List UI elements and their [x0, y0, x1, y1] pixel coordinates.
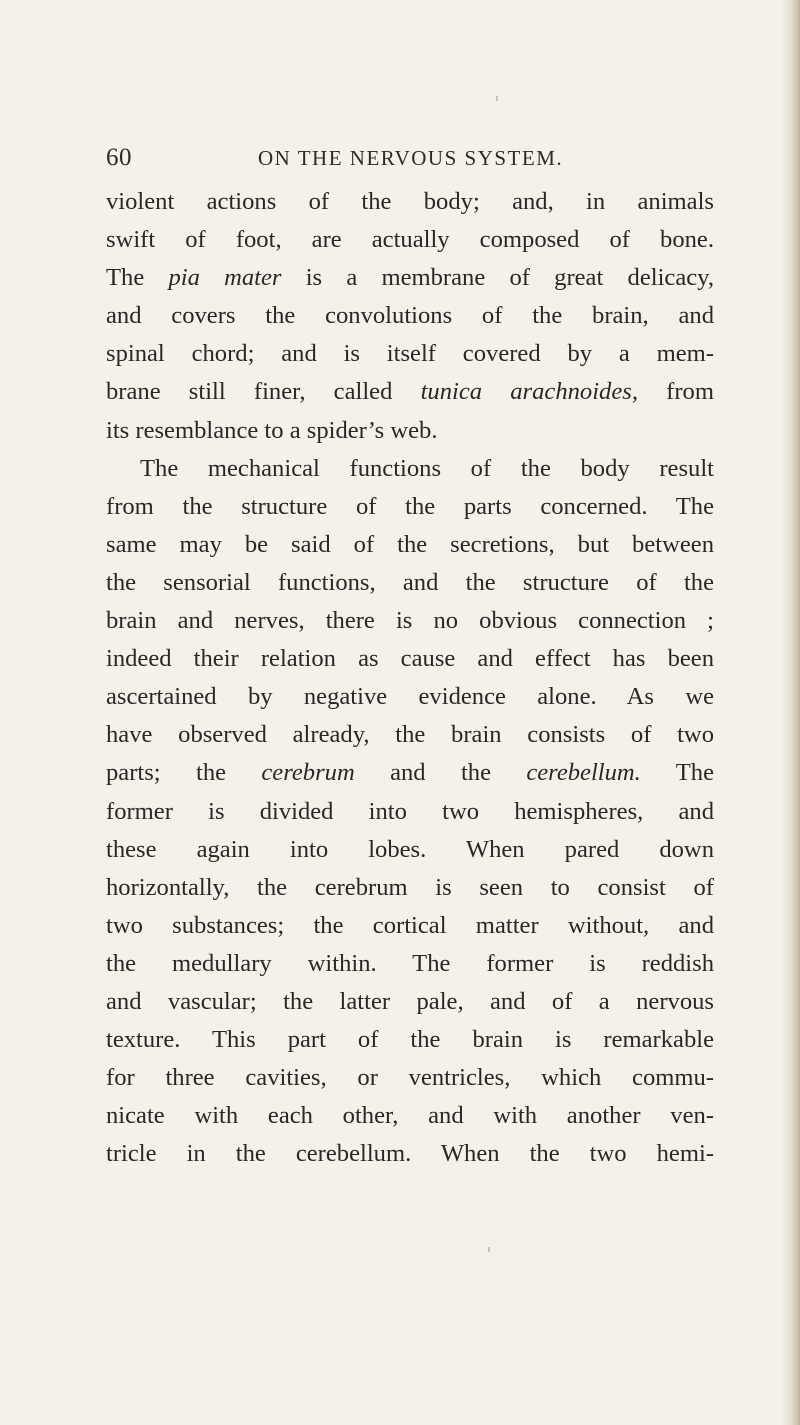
text-line: spinal chord; and is itself covered by a mem- — [106, 340, 714, 368]
text-line: two substances; the cortical matter without, and — [106, 911, 714, 939]
ink-speck — [488, 1247, 490, 1252]
italic-term: cerebellum. — [526, 759, 641, 787]
text-line: The pia mater is a membrane of great delicacy, — [106, 264, 714, 292]
page-header — [106, 144, 766, 174]
running-title: ON THE NERVOUS SYSTEM. — [258, 146, 564, 170]
text-line: these again into lobes. When pared down — [106, 835, 714, 863]
text-line: violent actions of the body; and, in animals — [106, 188, 714, 215]
text-line: the sensorial functions, and the structure of the — [106, 568, 714, 596]
body-text — [106, 183, 714, 1173]
text-line: ascertained by negative evidence alone. As we — [106, 683, 714, 711]
text-line: texture. This part of the brain is remarkable — [106, 1026, 714, 1054]
page-number: 60 — [106, 144, 132, 171]
text-line: brain and nerves, there is no obvious connection ; — [106, 607, 714, 635]
paragraph-end-line: its resemblance to a spider’s web. — [106, 416, 438, 444]
text-line: from the structure of the parts concerned. The — [106, 492, 714, 520]
ink-speck — [496, 96, 498, 101]
italic-term: tunica arachnoides, — [420, 378, 638, 406]
italic-term: cerebrum — [261, 759, 355, 787]
italic-term: pia mater — [168, 264, 282, 292]
text-line: have observed already, the brain consists of two — [106, 721, 714, 749]
text-line: indeed their relation as cause and effect has been — [106, 645, 714, 673]
text-line: and vascular; the latter pale, and of a nervous — [106, 987, 714, 1015]
page-edge-shadow — [782, 0, 800, 1425]
text-line: brane still finer, called tunica arachnoides, from — [106, 378, 714, 406]
text-line: parts; the cerebrum and the cerebellum. The — [106, 759, 714, 787]
text-line: former is divided into two hemispheres, and — [106, 797, 714, 825]
text-line: and covers the convolutions of the brain, and — [106, 302, 714, 330]
text-line: the medullary within. The former is reddish — [106, 949, 714, 977]
text-line: horizontally, the cerebrum is seen to consist of — [106, 873, 714, 901]
text-line: for three cavities, or ventricles, which commu- — [106, 1064, 714, 1092]
paragraph-start-line: The mechanical functions of the body result — [140, 454, 714, 482]
text-line: swift of foot, are actually composed of bone. — [106, 226, 714, 254]
text-line: same may be said of the secretions, but between — [106, 530, 714, 558]
text-line: nicate with each other, and with another ven- — [106, 1102, 714, 1130]
text-line: tricle in the cerebellum. When the two hemi- — [106, 1140, 714, 1168]
